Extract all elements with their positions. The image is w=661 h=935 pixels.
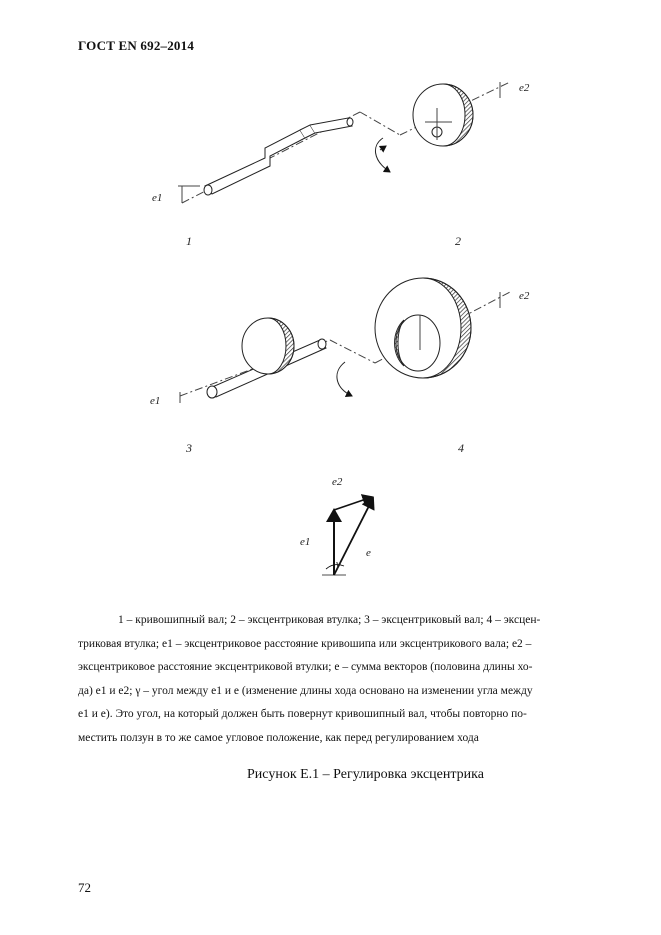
page-number: 72 [78, 880, 91, 895]
label-e-vector: e [366, 547, 371, 559]
eccentric-shaft-diagram [180, 278, 510, 403]
label-e2-vector: e2 [332, 476, 343, 488]
figure-legend [78, 609, 598, 750]
legend-line: местить ползун в то же самое угловое положение, как перед регулированием хода [78, 731, 479, 744]
label-part-4: 4 [458, 441, 464, 455]
label-part-2: 2 [455, 234, 461, 248]
legend-line: да) e1 и e2; γ – угол между e1 и e (изменение длины хода основано на изменении угла между [78, 684, 533, 697]
legend-line: 1 – кривошипный вал; 2 – эксцентриковая втулка; 3 – эксцентриковый вал; 4 – эксцен- [118, 614, 541, 626]
legend-line: e1 и e). Это угол, на который должен быть повернут кривошипный вал, чтобы повторно по- [78, 708, 527, 720]
label-part-1: 1 [186, 234, 192, 248]
label-e1-top: e1 [152, 192, 163, 204]
label-part-3: 3 [186, 441, 192, 455]
vector-diagram [322, 497, 373, 575]
label-e2-top: e2 [519, 82, 530, 94]
label-gamma: γ [336, 558, 341, 570]
label-e1-vector: e1 [300, 536, 311, 548]
label-e1-mid: e1 [150, 395, 161, 407]
crankshaft-diagram [178, 82, 510, 203]
figure-title: Рисунок Е.1 – Регулировка эксцентрика [247, 767, 484, 782]
legend-line: эксцентриковое расстояние эксцентриковой втулки; e – сумма векторов (половина длины хо- [78, 661, 533, 673]
document-header: ГОСТ EN 692–2014 [78, 38, 195, 53]
label-e2-mid: e2 [519, 290, 530, 302]
legend-line: триковая втулка; e1 – эксцентриковое расстояние кривошипа или эксцентрикового вала; e2 – [78, 637, 532, 650]
